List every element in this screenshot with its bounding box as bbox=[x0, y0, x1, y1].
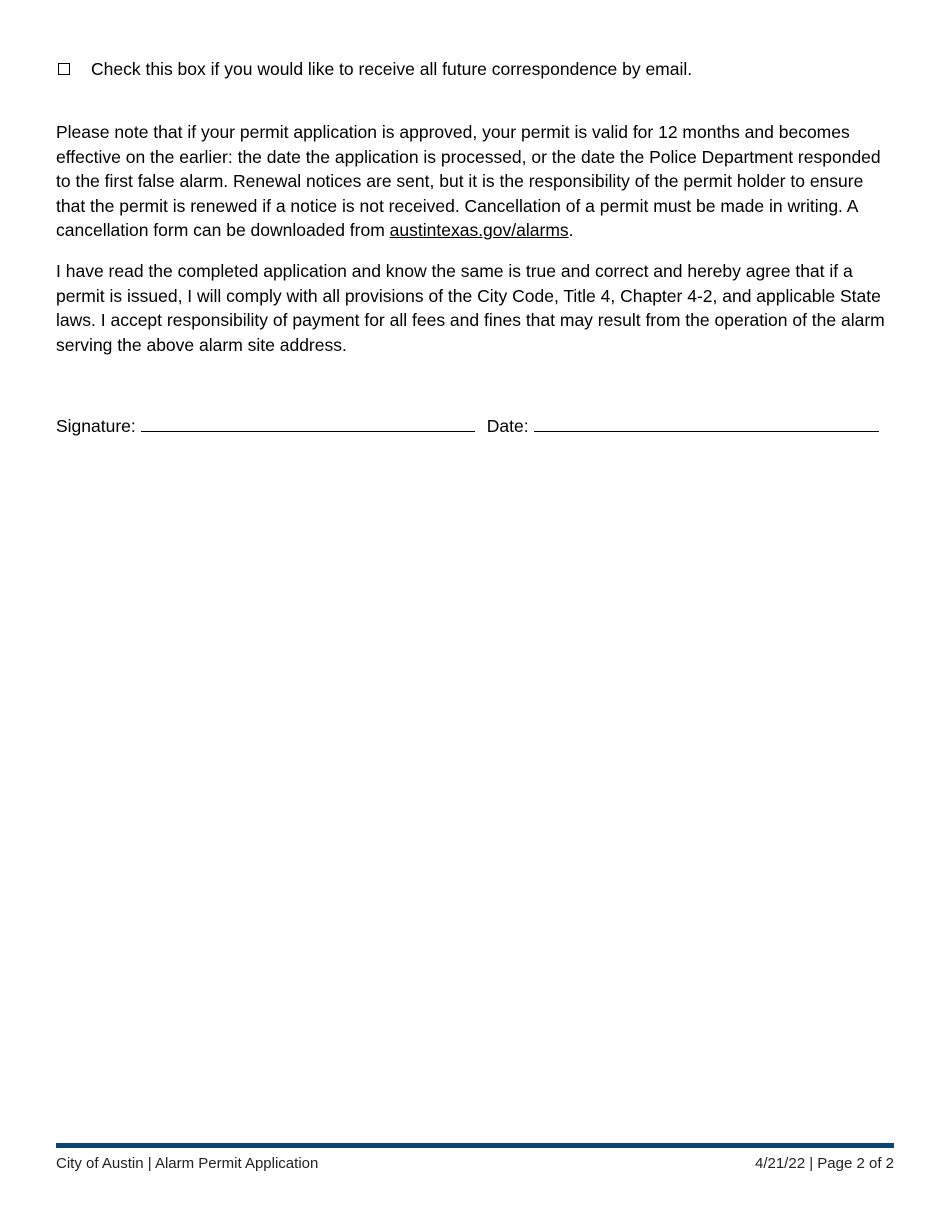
applicant-agreement: I have read the completed application and know the same is true and correct and hereby agree that if a permit is issued, I will comply with all provisions of the City Code, Title 4, Chapter 4-2, and applicable State laws. I accept responsibility of payment for all fees and fines that may result from the operation of the alarm serving the above alarm site address. bbox=[56, 261, 885, 355]
permit-validity-notice-text: Please note that if your permit application is approved, your permit is valid for 12 months and becomes effective on the earlier: the date the application is processed, or the date the Police Department responded to the first false alarm. Renewal notices are sent, but it is the responsibility of the permit holder to ensure that the permit is renewed if a notice is not received. Cancellation of a permit must be made in writing. A cancellation form can be downloaded from bbox=[56, 122, 881, 241]
date-label: Date: bbox=[486, 416, 529, 436]
signature-label: Signature: bbox=[56, 416, 136, 436]
date-field[interactable] bbox=[534, 413, 879, 432]
alarms-website-link[interactable]: austintexas.gov/alarms bbox=[389, 220, 569, 241]
signature-field[interactable] bbox=[141, 413, 475, 432]
permit-validity-notice-end: . bbox=[568, 220, 574, 241]
email-correspondence-checkbox[interactable] bbox=[58, 63, 70, 75]
email-correspondence-label: Check this box if you would like to receive all future correspondence by email. bbox=[91, 59, 693, 79]
footer-divider bbox=[56, 1143, 894, 1148]
email-correspondence-option bbox=[56, 58, 692, 80]
signature-block bbox=[56, 413, 894, 438]
permit-validity-notice bbox=[56, 120, 894, 243]
footer-document-title: City of Austin | Alarm Permit Application bbox=[56, 1155, 319, 1172]
footer-page-info: 4/21/22 | Page 2 of 2 bbox=[754, 1155, 894, 1172]
